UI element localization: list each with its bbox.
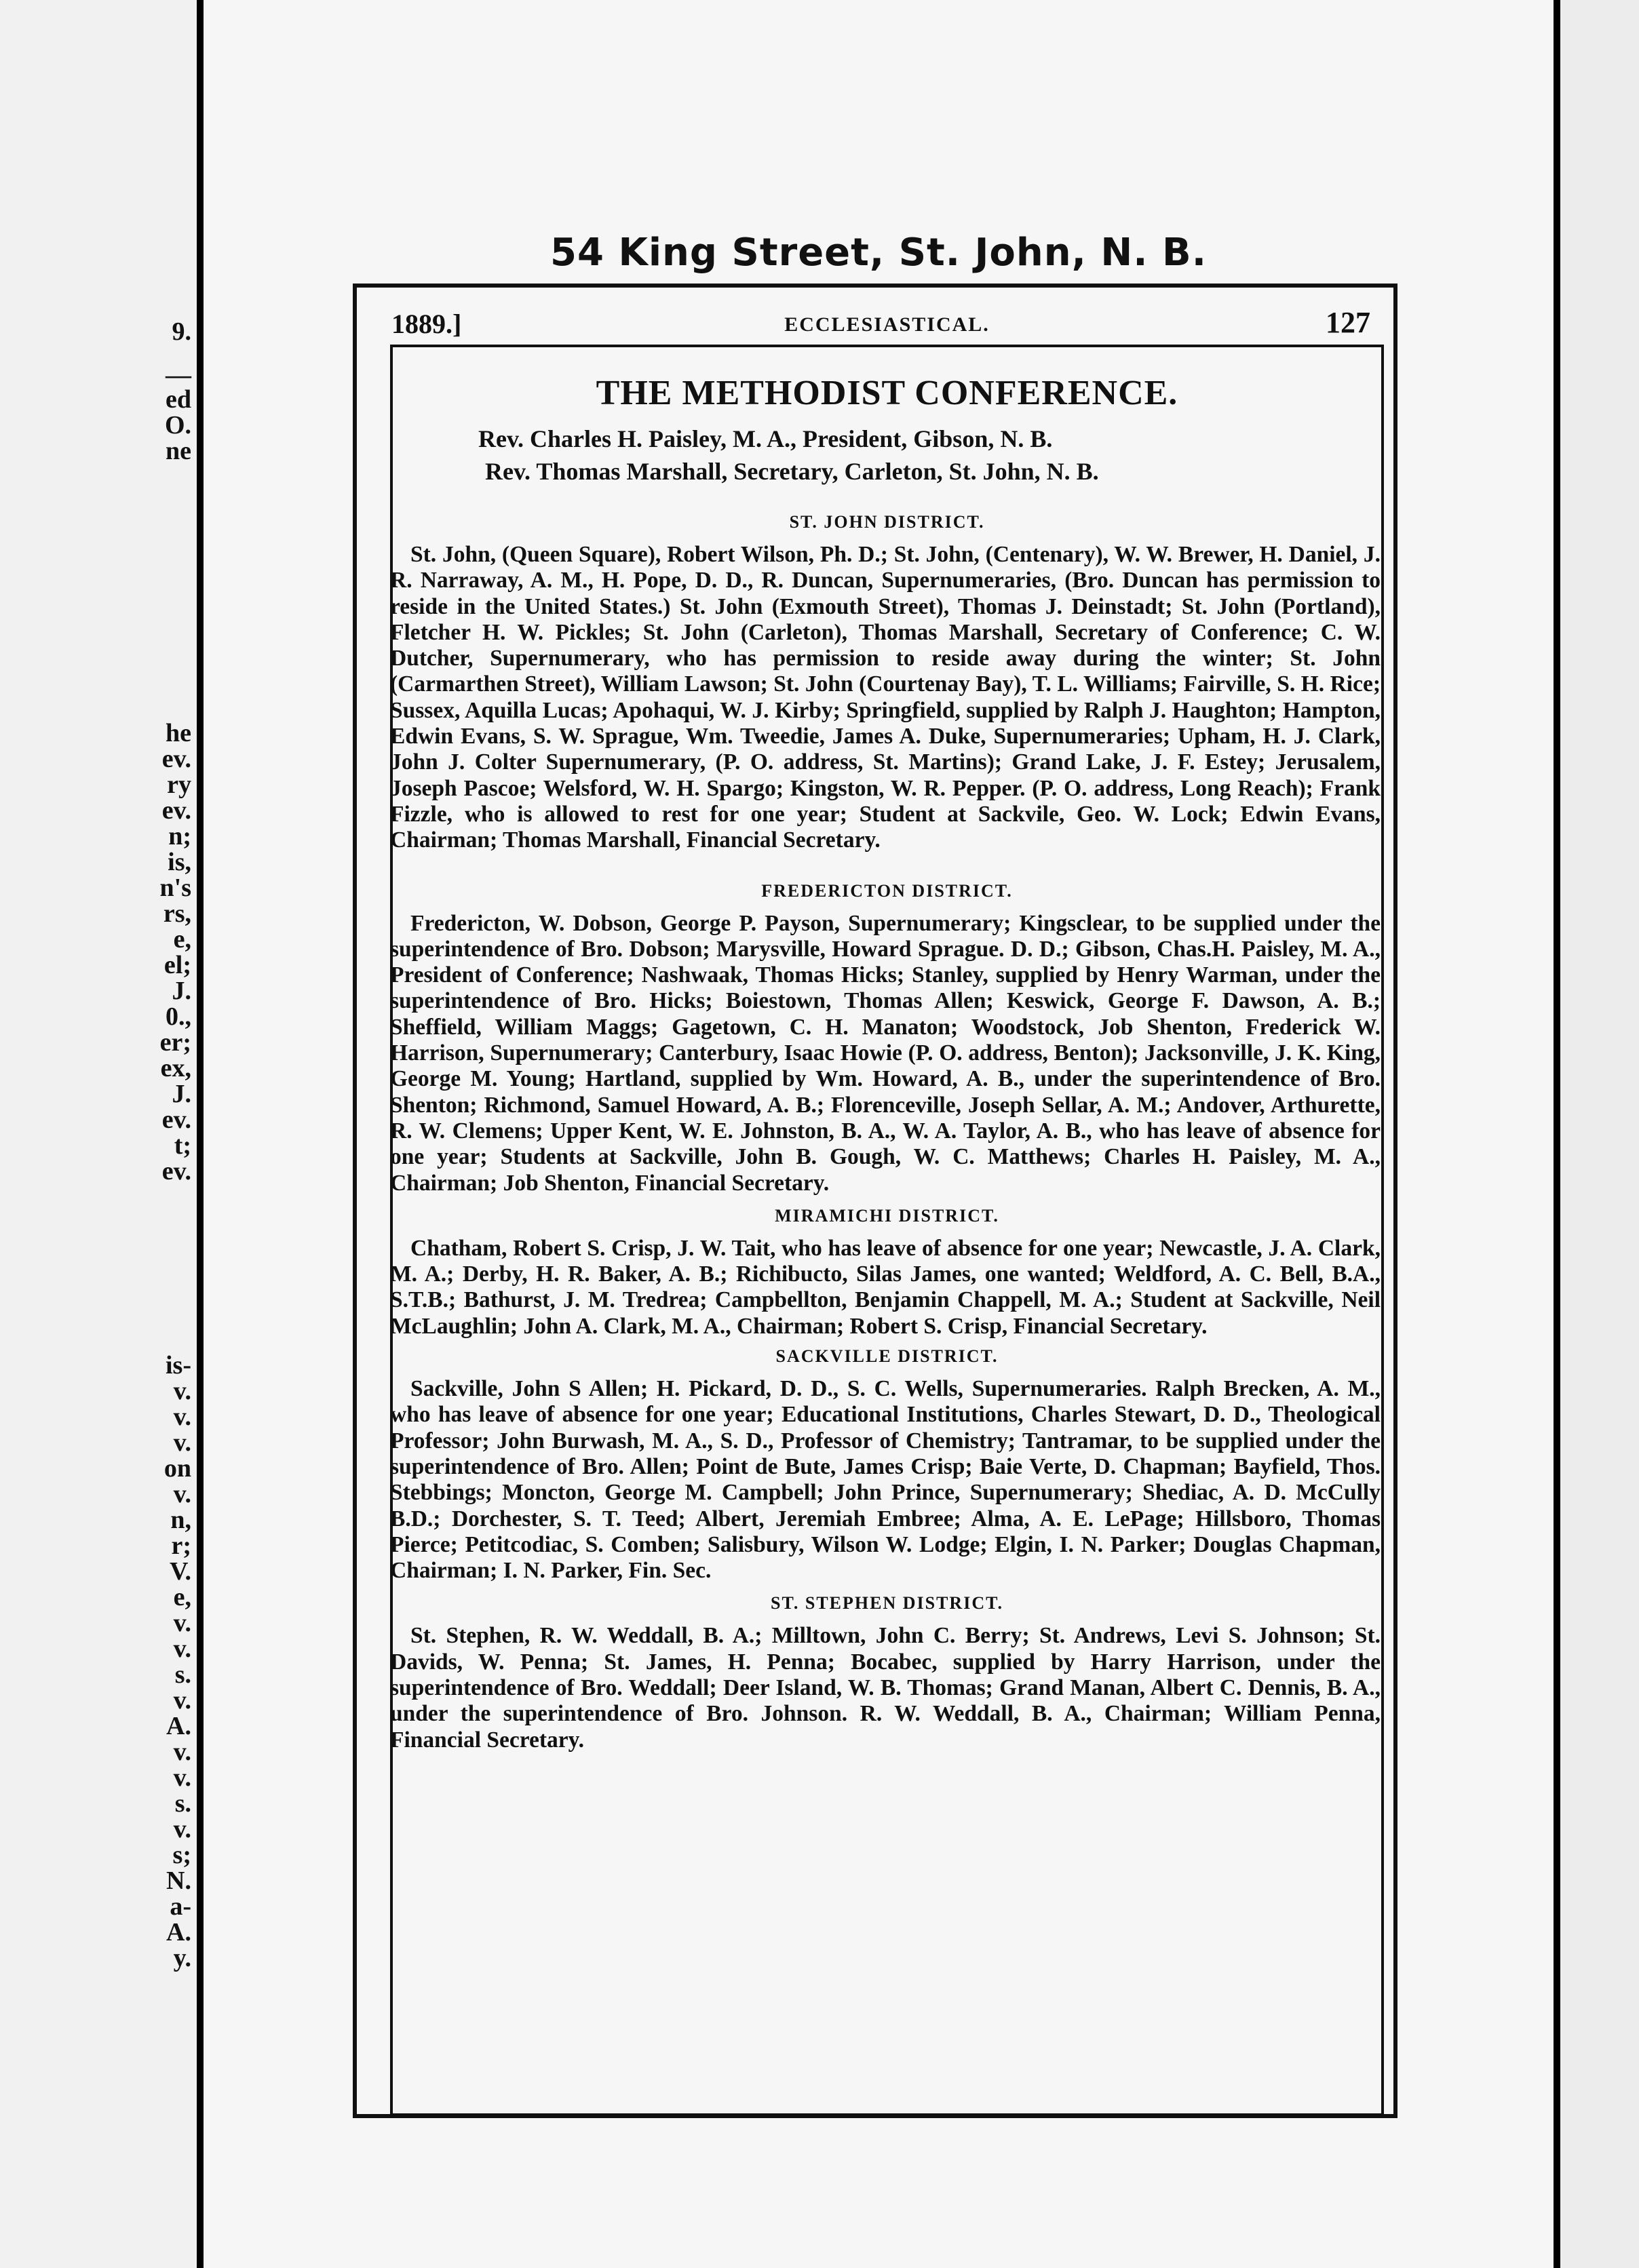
facing-page-fragment: v. — [173, 1763, 191, 1792]
facing-page — [0, 0, 197, 2268]
page-header-row — [390, 305, 1384, 347]
facing-page-fragment: 0., — [166, 1002, 191, 1031]
district-appointments: Fredericton, W. Dobson, George P. Payson, Supernumerary; Kingsclear, to be supplied under the superintendence of Bro. Dobson; Marysville, Howard Sprague. D. D.; Gibson, Chas.H. Paisley, M. A., President of Conference; Nashwaak, Thomas Hicks; Stanley, supplied by Henry Warman, under the superintendence of Bro. Hicks; Boiestown, Thomas Allen; Keswick, George F. Dawson, A. B.; Sheffield, William Maggs; Gagetown, C. H. Manaton; Woodstock, Job Shenton, Frederick W. Harrison, Supernumerary; Canterbury, Isaac Howie (P. O. address, Benton); Jacksonville, J. K. King, George M. Young; Hartland, supplied by Wm. Howard, A. B., under the superintendence of Bro. Shenton; Richmond, Samuel Howard, A. B.; Florenceville, Joseph Sellar, A. M.; Andover, Arthurette, R. W. Clemens; Upper Kent, W. E. Johnston, B. A., W. A. Taylor, A. B., who has leave of absence for one year; Students at Sackville, John B. Gough, W. C. Matthews; Charles H. Paisley, M. A., Chairman; Job Shenton, Financial Secretary. — [390, 910, 1381, 1196]
facing-page-fragment: J. — [172, 977, 191, 1005]
facing-page-fragment: n's — [159, 874, 191, 902]
facing-page-fragment: v. — [173, 1480, 191, 1508]
facing-page-fragment: v. — [173, 1738, 191, 1766]
facing-page-fragment: is, — [168, 848, 191, 876]
facing-page-fragment: on — [163, 1454, 191, 1483]
page-edge — [1560, 0, 1639, 2268]
facing-page-fragment: a- — [170, 1892, 191, 1921]
page-number: 127 — [1326, 306, 1370, 339]
district-section — [390, 881, 1384, 1196]
facing-page-fragment: J. — [172, 1080, 191, 1108]
facing-page-fragment: O. — [164, 411, 191, 439]
facing-page-fragment: er; — [159, 1028, 191, 1057]
facing-page-fragment: v. — [173, 1686, 191, 1715]
page-content — [390, 366, 1384, 1753]
facing-page-fragment: s. — [174, 1789, 191, 1818]
secretary-line: Rev. Thomas Marshall, Secretary, Carleton, St. John, N. B. — [485, 458, 1099, 485]
facing-page-fragment: y. — [173, 1944, 191, 1972]
facing-page-fragment: ev. — [161, 796, 191, 825]
district-list — [390, 512, 1384, 1753]
district-section — [390, 1206, 1384, 1340]
facing-page-fragment: r; — [171, 1531, 191, 1560]
facing-page-fragment: ne — [166, 437, 191, 465]
district-appointments: St. John, (Queen Square), Robert Wilson, Ph. D.; St. John, (Centenary), W. W. Brewer, H. Daniel, J. R. Narraway, A. M., H. Pope, D. D., R. Duncan, Supernumeraries, (Bro. Duncan has permission to reside in the United States.) St. John (Exmouth Street), Thomas J. Deinstadt; St. John (Portland), Fletcher H. W. Pickles; St. John (Carleton), Thomas Marshall, Secretary of Conference; C. W. Dutcher, Supernumerary, who has permission to reside away during the winter; St. John (Carmarthen Street), William Lawson; St. John (Courtenay Bay), T. L. Williams; Fairville, S. H. Rice; Sussex, Aquilla Lucas; Apohaqui, W. J. Kirby; Springfield, supplied by Ralph J. Haughton; Hampton, Edwin Evans, S. W. Sprague, Wm. Tweedie, James A. Duke, Supernumeraries; Upham, H. J. Clark, John J. Colter Supernumerary, (P. O. address, St. Martins); Grand Lake, J. F. Estey; Jerusalem, Joseph Pascoe; Welsford, W. H. Spargo; Kingston, W. R. Pepper. (P. O. address, Long Reach); Frank Fizzle, who is allowed to rest for one year; Student at Sackvile, Geo. W. Lock; Edwin Evans, Chairman; Thomas Marshall, Financial Secretary. — [390, 542, 1381, 853]
facing-page-fragment: ry — [167, 770, 191, 799]
facing-page-fragment: rs, — [163, 899, 191, 928]
facing-page-fragment: he — [166, 719, 191, 747]
facing-page-fragment: v. — [173, 1403, 191, 1431]
facing-page-fragment: ev. — [161, 1157, 191, 1186]
facing-page-fragment: v. — [173, 1815, 191, 1843]
facing-page-fragment: ed — [166, 385, 191, 414]
facing-page-fragment: ev. — [161, 1106, 191, 1134]
district-appointments: Chatham, Robert S. Crisp, J. W. Tait, who has leave of absence for one year; Newcastle, J. A. Clark, M. A.; Derby, H. R. Baker, A. B.; Richibucto, Silas James, one wanted; Weldford, A. C. Bell, B.A., S.T.B.; Bathurst, J. M. Tredrea; Campbellton, Benjamin Chappell, M. A.; Student at Sackville, Neil McLaughlin; John A. Clark, M. A., Chairman; Robert S. Crisp, Financial Secretary. — [390, 1235, 1381, 1339]
facing-page-fragment: el; — [163, 951, 191, 979]
facing-page-fragment: — — [166, 361, 191, 389]
facing-page-fragment: v. — [173, 1635, 191, 1663]
facing-page-fragment: ex, — [160, 1054, 191, 1082]
facing-page-fragment: A. — [166, 1712, 191, 1740]
facing-page-fragment: t; — [174, 1131, 191, 1160]
district-section — [390, 512, 1384, 854]
facing-page-fragment: n, — [170, 1506, 191, 1534]
facing-page-fragment: V. — [169, 1557, 191, 1586]
facing-page-fragment: v. — [173, 1609, 191, 1637]
facing-page-fragment: s. — [174, 1660, 191, 1689]
facing-page-fragment: v. — [173, 1428, 191, 1457]
district-heading: ST. STEPHEN DISTRICT. — [770, 1593, 1004, 1614]
facing-page-fragment: 9. — [172, 317, 191, 346]
facing-page-fragment: A. — [166, 1918, 191, 1947]
district-heading: FREDERICTON DISTRICT. — [761, 880, 1013, 901]
running-head: 54 King Street, St. John, N. B. — [550, 231, 1207, 275]
facing-page-fragment: is- — [166, 1351, 191, 1380]
year-label: 1889.] — [391, 309, 462, 339]
section-title: ECCLESIASTICAL. — [784, 313, 990, 336]
district-heading: MIRAMICHI DISTRICT. — [775, 1205, 999, 1226]
facing-page-text-fragments — [123, 0, 191, 2268]
page-title: THE METHODIST CONFERENCE. — [596, 374, 1178, 412]
district-appointments: St. Stephen, R. W. Weddall, B. A.; Milltown, John C. Berry; St. Andrews, Levi S. Johnson; St. Davids, W. Penna; St. James, H. Penna; Bocabec, supplied by Harry Harrison, under the superintendence of Bro. Weddall; Deer Island, W. B. Thomas; Grand Manan, Albert C. Dennis, B. A., under the superintendence of Bro. Johnson. R. W. Weddall, B. A., Chairman; William Penna, Financial Secretary. — [390, 1623, 1381, 1753]
district-heading: SACKVILLE DISTRICT. — [775, 1346, 999, 1367]
facing-page-fragment: e, — [173, 1583, 191, 1611]
district-appointments: Sackville, John S Allen; H. Pickard, D. D., S. C. Wells, Supernumeraries. Ralph Brecken, A. M., who has leave of absence for one year; Educational Institutions, Charles Stewart, D. D., Theological Professor; John Burwash, M. A., S. D., Professor of Chemistry; Tantramar, to be supplied under the superintendence of Bro. Allen; Point de Bute, James Crisp; Baie Verte, D. Chapman; Bayfield, Thos. Stebbings; Moncton, George M. Campbell; John Prince, Supernumerary; Shediac, A. D. McCully B.D.; Dorchester, S. T. Teed; Albert, Jeremiah Embree; Alma, A. E. LePage; Hillsboro, Thomas Pierce; Petitcodiac, S. Comben; Salisbury, Wilson W. Lodge; Elgin, I. N. Parker; Douglas Chapman, Chairman; I. N. Parker, Fin. Sec. — [390, 1376, 1381, 1584]
district-section — [390, 1593, 1384, 1753]
facing-page-fragment: e, — [173, 925, 191, 954]
facing-page-fragment: s; — [172, 1841, 191, 1869]
facing-page-fragment: n; — [168, 822, 191, 850]
facing-page-fragment: N. — [166, 1866, 191, 1895]
facing-page-fragment: v. — [173, 1377, 191, 1405]
district-section — [390, 1346, 1384, 1584]
facing-page-fragment: ev. — [161, 745, 191, 773]
president-line: Rev. Charles H. Paisley, M. A., President, Gibson, N. B. — [478, 425, 1053, 452]
district-heading: ST. JOHN DISTRICT. — [789, 512, 985, 532]
